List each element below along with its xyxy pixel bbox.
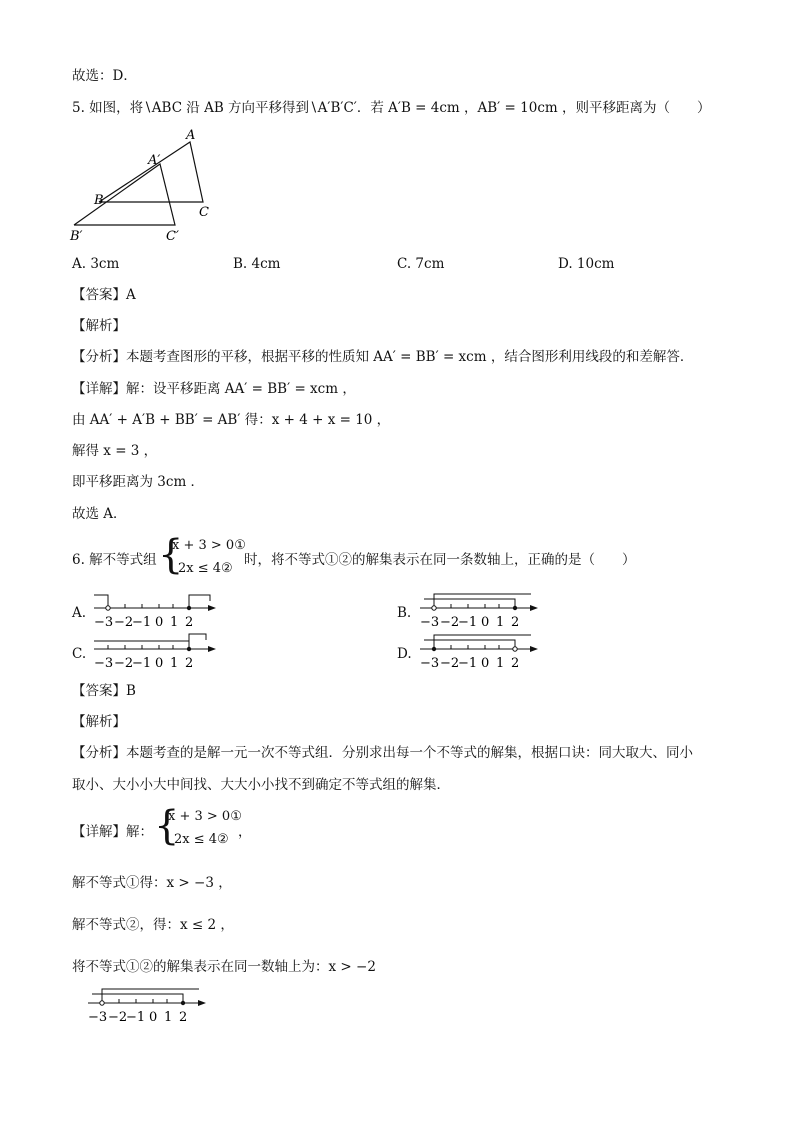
tick-label: −3 bbox=[94, 656, 114, 671]
q6-detail-comma: ， bbox=[238, 824, 252, 840]
q5-option-a: A. 3cm bbox=[72, 256, 120, 272]
tick-label: −2 bbox=[114, 615, 134, 630]
q6-option-b-number-line bbox=[416, 590, 546, 635]
tick-label: 2 bbox=[179, 1010, 188, 1025]
q5-answer: 【答案】A bbox=[72, 287, 136, 303]
tick-label: 2 bbox=[185, 615, 194, 630]
label-A: A bbox=[186, 128, 196, 143]
q5-analysis-heading: 【解析】 bbox=[72, 318, 126, 334]
q6-option-c-letter: C. bbox=[72, 646, 87, 662]
q5-detail-line: 解得 x = 3 ， bbox=[72, 443, 158, 459]
label-B: B bbox=[94, 193, 104, 208]
q4-conclusion: 故选：D． bbox=[72, 68, 137, 84]
tick-label: 0 bbox=[155, 656, 164, 671]
tick-label: 2 bbox=[511, 656, 520, 671]
q6-option-c-number-line bbox=[90, 631, 220, 676]
q5-detail-line: 由 AA′ + A′B + BB′ = AB′ 得：x + 4 + x = 10 ， bbox=[72, 412, 391, 428]
label-C: C bbox=[199, 205, 209, 220]
tick-label: −3 bbox=[88, 1010, 108, 1025]
q6-stem-suffix: 时，将不等式①②的解集表示在同一条数轴上，正确的是（ ） bbox=[244, 552, 636, 568]
tick-label: −3 bbox=[420, 656, 440, 671]
tick-label: −1 bbox=[132, 656, 152, 671]
q5-analysis: 【分析】本题考查图形的平移，根据平移的性质知 AA′ = BB′ = xcm ，结合图形利用线段的和差解答． bbox=[72, 349, 694, 365]
q5-detail-line: 【详解】解：设平移距离 AA′ = BB′ = xcm ， bbox=[72, 381, 356, 397]
q6-option-a-letter: A. bbox=[72, 605, 87, 621]
tick-label: 0 bbox=[149, 1010, 158, 1025]
q6-detail-ineq-2: 2x ≤ 4② bbox=[174, 832, 229, 847]
q6-answer: 【答案】B bbox=[72, 683, 136, 699]
q5-option-b: B. 4cm bbox=[233, 256, 281, 272]
q5-detail-line: 故选 A． bbox=[72, 506, 127, 522]
q5-option-c: C. 7cm bbox=[397, 256, 445, 272]
q6-analysis-line: 【分析】本题考查的是解一元一次不等式组．分别求出每一个不等式的解集，根据口诀：同大取大、同小 bbox=[72, 745, 693, 761]
tick-label: −1 bbox=[458, 656, 478, 671]
q6-detail-prefix: 【详解】解： bbox=[72, 824, 153, 840]
tick-label: −1 bbox=[132, 615, 152, 630]
q6-analysis-line: 取小、大小小大中间找、大大小小找不到确定不等式组的解集． bbox=[72, 777, 450, 793]
q6-detail-brace: { bbox=[154, 803, 180, 849]
tick-label: −1 bbox=[458, 615, 478, 630]
q6-detail-line: 解不等式①得：x > −3 ， bbox=[72, 875, 232, 891]
q6-system-ineq-1: x + 3 > 0① bbox=[172, 538, 246, 553]
q5-option-d: D. 10cm bbox=[558, 256, 615, 272]
tick-label: −3 bbox=[94, 615, 114, 630]
q6-analysis-heading: 【解析】 bbox=[72, 714, 126, 730]
tick-label: 1 bbox=[170, 656, 179, 671]
q6-stem-prefix: 6. 解不等式组 bbox=[72, 552, 157, 568]
tick-label: 0 bbox=[481, 656, 490, 671]
tick-label: −2 bbox=[440, 615, 460, 630]
q6-system-ineq-2: 2x ≤ 4② bbox=[178, 561, 233, 576]
tick-label: 2 bbox=[185, 656, 194, 671]
q6-solution-number-line bbox=[84, 985, 214, 1030]
tick-label: 1 bbox=[496, 615, 505, 630]
tick-label: 1 bbox=[170, 615, 179, 630]
tick-label: −2 bbox=[114, 656, 134, 671]
q6-detail-line: 将不等式①②的解集表示在同一数轴上为：x > −2 bbox=[72, 959, 376, 975]
q6-option-b-letter: B. bbox=[397, 605, 412, 621]
tick-label: −2 bbox=[108, 1010, 128, 1025]
tick-label: 2 bbox=[511, 615, 520, 630]
tick-label: 0 bbox=[481, 615, 490, 630]
q5-triangle-figure bbox=[68, 122, 228, 247]
tick-label: 1 bbox=[496, 656, 505, 671]
q6-option-d-letter: D. bbox=[397, 646, 412, 662]
label-A-prime: A′ bbox=[148, 153, 161, 168]
label-B-prime: B′ bbox=[70, 229, 83, 244]
tick-label: −2 bbox=[440, 656, 460, 671]
tick-label: 0 bbox=[155, 615, 164, 630]
q6-detail-line: 解不等式②，得：x ≤ 2 ， bbox=[72, 917, 234, 933]
q6-detail-ineq-1: x + 3 > 0① bbox=[168, 809, 242, 824]
q5-stem: 5. 如图，将∖ABC 沿 AB 方向平移得到∖A′B′C′．若 A′B = 4cm ，AB′ = 10cm ，则平移距离为（ ） bbox=[72, 100, 711, 116]
tick-label: −3 bbox=[420, 615, 440, 630]
q5-detail-line: 即平移距离为 3cm ． bbox=[72, 474, 205, 490]
label-C-prime: C′ bbox=[166, 229, 179, 244]
q6-option-a-number-line bbox=[90, 590, 220, 635]
q6-option-d-number-line bbox=[416, 631, 546, 676]
q6-system-brace: { bbox=[158, 532, 184, 578]
tick-label: −1 bbox=[126, 1010, 146, 1025]
tick-label: 1 bbox=[164, 1010, 173, 1025]
